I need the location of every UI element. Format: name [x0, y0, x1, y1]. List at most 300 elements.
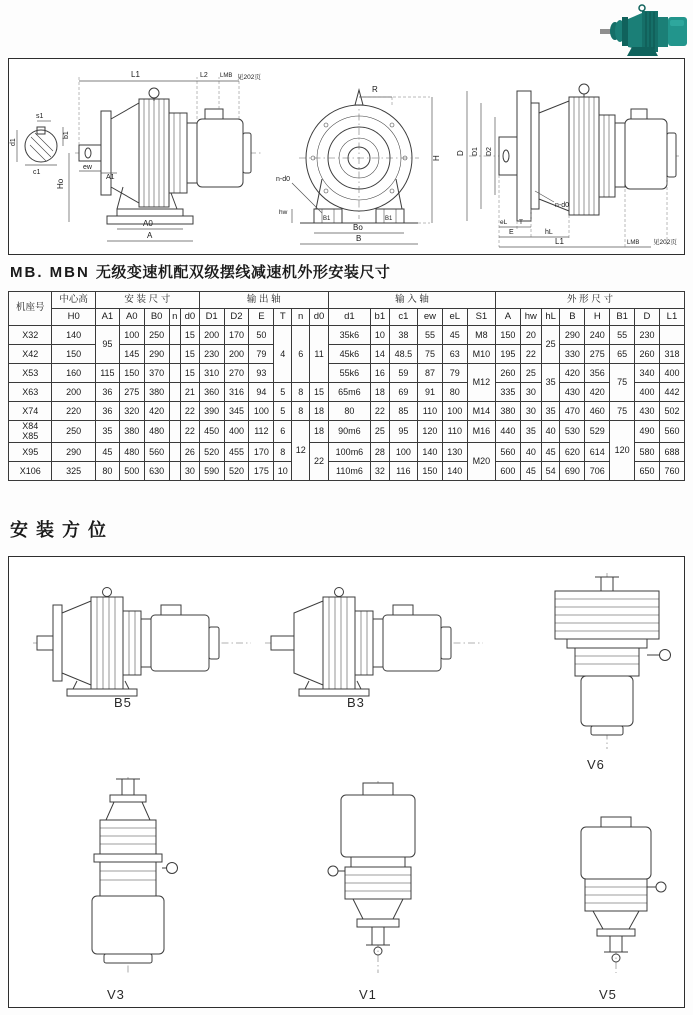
dim-label: D2 [486, 147, 493, 156]
dim-label: D [456, 150, 465, 156]
table-cell: 25 [370, 421, 389, 443]
table-cell: 290 [52, 442, 95, 461]
table-cell: 390 [199, 402, 224, 421]
table-cell: 110 [442, 421, 467, 443]
col-header: B1 [610, 309, 635, 326]
drawing-output-view [455, 61, 684, 251]
table-cell: 11 [310, 326, 329, 383]
table-cell: 16 [370, 364, 389, 383]
table-cell: 316 [224, 383, 249, 402]
col-header: ew [418, 309, 443, 326]
col-header: d0 [181, 309, 200, 326]
eyebolt-icon [656, 882, 666, 892]
dim-label: B [356, 234, 362, 243]
col-header: A0 [119, 309, 144, 326]
table-cell: 340 [635, 364, 660, 383]
table-cell: 310 [199, 364, 224, 383]
table-cell: X42 [9, 345, 52, 364]
table-cell: 75 [418, 345, 443, 364]
dim-label: D1 [472, 147, 479, 156]
table-cell: 650 [635, 461, 660, 480]
dim-label: B1 [385, 216, 393, 222]
table-cell: 18 [310, 402, 329, 421]
table-cell: 560 [496, 442, 521, 461]
table-cell: 45 [95, 442, 119, 461]
col-header: L1 [659, 309, 684, 326]
table-cell: 200 [199, 326, 224, 345]
eyebolt-icon [335, 588, 344, 597]
table-cell: 100 [249, 402, 274, 421]
dim-label: B1 [323, 216, 331, 222]
table-cell: 36 [95, 383, 119, 402]
table-cell: 30 [520, 383, 541, 402]
col-header: S1 [467, 309, 495, 326]
reducer-b5 [33, 588, 251, 697]
table-cell: 22 [520, 345, 541, 364]
table-cell: 65m6 [328, 383, 370, 402]
table-cell: 35 [520, 421, 541, 443]
table-cell [169, 364, 180, 383]
position-label-b5: B5 [114, 695, 132, 710]
table-cell: 12 [292, 421, 310, 481]
dim-label: R [372, 85, 378, 94]
table-cell: 75 [610, 364, 635, 402]
table-cell: 580 [635, 442, 660, 461]
col-header: D [635, 309, 660, 326]
eyebolt-icon [328, 866, 338, 876]
reducer-output-view [469, 84, 681, 221]
col-header: eL [442, 309, 467, 326]
dim-label: Bo [353, 223, 363, 232]
table-cell: 356 [585, 364, 610, 383]
table-cell: 22 [181, 421, 200, 443]
dim-label: A1 [106, 174, 115, 181]
table-cell: 8 [292, 402, 310, 421]
table-cell: 150 [496, 326, 521, 345]
table-cell: 290 [560, 326, 585, 345]
table-cell: X32 [9, 326, 52, 345]
dim-label: d1 [10, 138, 17, 146]
table-cell: 22 [310, 442, 329, 480]
drawing-b3 [259, 585, 489, 703]
col-header: D2 [224, 309, 249, 326]
table-cell: 380 [144, 383, 169, 402]
table-cell: 54 [541, 461, 560, 480]
table-cell: 15 [181, 345, 200, 364]
table-cell: 760 [659, 461, 684, 480]
page-title-code: MB. MBN [10, 264, 90, 281]
col-header: A1 [95, 309, 119, 326]
table-cell: 18 [310, 421, 329, 443]
table-cell: 87 [418, 364, 443, 383]
table-cell: 150 [418, 461, 443, 480]
eyebolt-icon [579, 84, 589, 94]
table-cell: 175 [249, 461, 274, 480]
table-cell: 90m6 [328, 421, 370, 443]
table-cell: 230 [635, 326, 660, 345]
table-cell [169, 345, 180, 364]
dim-label: L2 [200, 72, 208, 79]
position-label-v1: V1 [359, 987, 377, 1002]
drawing-v5 [559, 815, 674, 975]
product-photo [598, 4, 690, 58]
table-cell: 120 [418, 421, 443, 443]
table-cell: 50 [249, 326, 274, 345]
table-cell: 69 [389, 383, 417, 402]
col-header: A [496, 309, 521, 326]
table-cell: 45 [520, 461, 541, 480]
col-group: 外 形 尺 寸 [496, 292, 685, 309]
table-cell: 21 [181, 383, 200, 402]
table-cell: 220 [52, 402, 95, 421]
table-row [9, 442, 685, 461]
col-header: c1 [389, 309, 417, 326]
table-cell: 380 [119, 421, 144, 443]
table-cell: M14 [467, 402, 495, 421]
reducer-side-view [75, 88, 261, 224]
table-cell [169, 326, 180, 345]
table-cell: 260 [496, 364, 521, 383]
dim-label: hw [279, 209, 288, 216]
table-cell: 325 [52, 461, 95, 480]
table-cell: 14 [370, 345, 389, 364]
table-cell: 63 [442, 345, 467, 364]
table-cell: 5 [274, 402, 292, 421]
dim-label: LMB [627, 240, 640, 246]
dim-label: hL [545, 229, 553, 236]
dimension-drawings-box [8, 58, 685, 255]
position-label-v3: V3 [107, 987, 125, 1002]
dim-label: Ho [56, 178, 65, 189]
table-cell: 15 [181, 326, 200, 345]
table-cell: 590 [199, 461, 224, 480]
table-cell: 79 [249, 345, 274, 364]
table-cell: X95 [9, 442, 52, 461]
table-cell: 145 [119, 345, 144, 364]
table-cell: 30 [520, 402, 541, 421]
table-cell: 116 [389, 461, 417, 480]
table-cell: 490 [635, 421, 660, 443]
table-cell: 45k6 [328, 345, 370, 364]
table-cell: 15 [181, 364, 200, 383]
table-cell: 440 [496, 421, 521, 443]
eyebolt-icon [167, 863, 178, 874]
table-cell: M16 [467, 421, 495, 443]
table-cell: 91 [418, 383, 443, 402]
table-row [9, 326, 685, 345]
table-cell: X63 [9, 383, 52, 402]
table-cell: 80 [95, 461, 119, 480]
table-cell: 560 [659, 421, 684, 443]
dim-label: s1 [36, 113, 44, 120]
table-cell: 150 [52, 345, 95, 364]
table-cell: 28 [370, 442, 389, 461]
table-cell: 170 [224, 326, 249, 345]
spec-table-wrap [8, 291, 685, 481]
table-cell: 620 [560, 442, 585, 461]
table-cell: 140 [442, 461, 467, 480]
shaft-end-detail [10, 113, 70, 176]
table-cell: 360 [199, 383, 224, 402]
table-cell: 614 [585, 442, 610, 461]
position-label-v6: V6 [587, 757, 605, 772]
spec-table [8, 291, 685, 481]
table-cell [169, 421, 180, 443]
position-label-b3: B3 [347, 695, 365, 710]
reducer-b3 [265, 588, 483, 697]
table-row [9, 402, 685, 421]
table-cell: 502 [659, 402, 684, 421]
col-header: T [274, 309, 292, 326]
table-cell: 110 [418, 402, 443, 421]
reducer-v3 [92, 777, 178, 973]
col-group: 输 入 轴 [328, 292, 495, 309]
table-cell: 450 [199, 421, 224, 443]
table-cell: 480 [144, 421, 169, 443]
col-group: 中心高 [52, 292, 95, 309]
reducer-v1 [328, 781, 415, 973]
table-cell: 26 [181, 442, 200, 461]
col-group: 机座号 [9, 292, 52, 326]
table-cell: 345 [224, 402, 249, 421]
table-cell: 130 [442, 442, 467, 461]
table-cell [659, 326, 684, 345]
col-header: hw [520, 309, 541, 326]
table-cell: 420 [560, 364, 585, 383]
table-cell: M20 [467, 442, 495, 480]
dim-label: c1 [33, 169, 41, 176]
table-cell: 275 [585, 345, 610, 364]
table-cell: 320 [119, 402, 144, 421]
photo-gear-motor [600, 5, 687, 56]
col-group: 安 装 尺 寸 [95, 292, 199, 309]
table-cell: 200 [224, 345, 249, 364]
drawing-v6 [537, 571, 677, 753]
dim-label: A0 [143, 219, 153, 228]
col-header: hL [541, 309, 560, 326]
table-cell: 22 [370, 402, 389, 421]
table-cell [169, 402, 180, 421]
dim-label: A [147, 231, 153, 240]
table-cell: 45 [442, 326, 467, 345]
table-cell: 100 [442, 402, 467, 421]
eyebolt-icon [103, 588, 112, 597]
table-cell: 120 [610, 421, 635, 481]
col-group: 输 出 轴 [199, 292, 328, 309]
eyebolt-icon [660, 650, 671, 661]
table-cell: 335 [496, 383, 521, 402]
col-header: B0 [144, 309, 169, 326]
table-cell: 140 [52, 326, 95, 345]
table-cell: 22 [181, 402, 200, 421]
table-cell: 400 [659, 364, 684, 383]
table-cell: 330 [560, 345, 585, 364]
dim-label: b1 [63, 131, 70, 139]
table-cell: 529 [585, 421, 610, 443]
drawing-front-view [264, 61, 454, 251]
table-row [9, 461, 685, 480]
dim-label: H [432, 155, 441, 161]
drawing-side-view [11, 61, 264, 251]
table-cell: 6 [274, 421, 292, 443]
table-cell: 18 [370, 383, 389, 402]
table-cell: 35 [541, 402, 560, 421]
table-cell: 80 [442, 383, 467, 402]
reducer-v6 [555, 573, 671, 749]
table-row [9, 421, 685, 443]
col-header: D1 [199, 309, 224, 326]
table-cell: 400 [224, 421, 249, 443]
table-cell: 140 [418, 442, 443, 461]
table-cell: 480 [119, 442, 144, 461]
table-cell: X84 X85 [9, 421, 52, 443]
table-cell: 25 [541, 326, 560, 364]
col-header: E [249, 309, 274, 326]
table-cell: 112 [249, 421, 274, 443]
table-cell: 230 [199, 345, 224, 364]
table-cell: 400 [635, 383, 660, 402]
table-cell: 100 [119, 326, 144, 345]
drawing-v3 [71, 775, 186, 975]
table-cell: 530 [560, 421, 585, 443]
dim-label: n-d0 [555, 202, 570, 209]
table-cell: X106 [9, 461, 52, 480]
table-cell: 690 [560, 461, 585, 480]
table-cell: 93 [249, 364, 274, 383]
table-cell: 95 [95, 326, 119, 364]
table-cell: 35k6 [328, 326, 370, 345]
table-cell: 318 [659, 345, 684, 364]
table-cell: 630 [144, 461, 169, 480]
table-cell: 260 [635, 345, 660, 364]
table-cell: 706 [585, 461, 610, 480]
table-cell: 115 [95, 364, 119, 383]
table-cell: 55 [610, 326, 635, 345]
table-cell: 20 [520, 326, 541, 345]
table-cell: 100m6 [328, 442, 370, 461]
table-cell [169, 383, 180, 402]
dim-label: L1 [555, 237, 564, 246]
table-cell: 455 [224, 442, 249, 461]
col-header: B [560, 309, 585, 326]
table-cell [169, 461, 180, 480]
table-cell: 35 [95, 421, 119, 443]
table-cell: 10 [274, 461, 292, 480]
table-cell: 420 [585, 383, 610, 402]
table-cell: 420 [144, 402, 169, 421]
col-header: d1 [328, 309, 370, 326]
dim-label: E [509, 229, 514, 236]
table-cell: 500 [119, 461, 144, 480]
page-title [10, 261, 390, 282]
table-cell: 36 [95, 402, 119, 421]
table-cell: X74 [9, 402, 52, 421]
table-cell: 110m6 [328, 461, 370, 480]
table-cell: 442 [659, 383, 684, 402]
drawing-v1 [321, 779, 436, 975]
table-cell: 30 [181, 461, 200, 480]
position-label-v5: V5 [599, 987, 617, 1002]
table-cell: 150 [119, 364, 144, 383]
table-cell: X53 [9, 364, 52, 383]
table-cell: 75 [610, 402, 635, 421]
table-cell: 55k6 [328, 364, 370, 383]
table-cell: M10 [467, 345, 495, 364]
table-cell: 380 [496, 402, 521, 421]
table-cell: 250 [52, 421, 95, 443]
dim-label: 见202页 [237, 74, 261, 81]
dim-label: LMB [220, 73, 233, 79]
section-title: 安装方位 [10, 520, 114, 540]
col-header: d0 [310, 309, 329, 326]
table-cell: 80 [328, 402, 370, 421]
mounting-positions-box [8, 556, 685, 1008]
col-header: H [585, 309, 610, 326]
table-cell: M12 [467, 364, 495, 402]
table-cell: 32 [370, 461, 389, 480]
table-cell: 8 [292, 383, 310, 402]
table-cell: 195 [496, 345, 521, 364]
table-cell: 460 [585, 402, 610, 421]
table-cell: 25 [520, 364, 541, 383]
table-cell: 470 [560, 402, 585, 421]
dim-label: T [519, 219, 523, 226]
table-cell: 170 [249, 442, 274, 461]
table-cell: 250 [144, 326, 169, 345]
col-header: H0 [52, 309, 95, 326]
table-cell: 55 [418, 326, 443, 345]
table-cell [169, 442, 180, 461]
table-cell: 600 [496, 461, 521, 480]
table-cell: 100 [389, 442, 417, 461]
dim-label: n-d0 [276, 176, 291, 183]
table-cell: 59 [389, 364, 417, 383]
dim-label: 见202页 [653, 239, 677, 246]
col-header: n [169, 309, 180, 326]
table-cell: 160 [52, 364, 95, 383]
table-cell: 520 [199, 442, 224, 461]
table-cell: 6 [292, 326, 310, 383]
table-cell: 560 [144, 442, 169, 461]
table-cell: 79 [442, 364, 467, 383]
table-row [9, 364, 685, 383]
table-cell: 430 [560, 383, 585, 402]
table-cell: 8 [274, 442, 292, 461]
table-cell: 38 [389, 326, 417, 345]
table-cell: 65 [610, 345, 635, 364]
table-cell: 275 [119, 383, 144, 402]
table-cell: 94 [249, 383, 274, 402]
dim-label: L1 [131, 70, 140, 79]
table-cell: 48.5 [389, 345, 417, 364]
table-cell: 5 [274, 383, 292, 402]
table-cell: 270 [224, 364, 249, 383]
table-cell: 40 [541, 421, 560, 443]
eyebolt-icon [149, 88, 159, 98]
table-cell: 40 [520, 442, 541, 461]
table-cell: 370 [144, 364, 169, 383]
dim-label: ew [83, 164, 92, 171]
reducer-front-view [299, 90, 419, 223]
table-cell: 520 [224, 461, 249, 480]
dim-label: eL [500, 219, 508, 226]
table-row [9, 383, 685, 402]
front-view-dimensions [276, 85, 441, 244]
table-cell: M8 [467, 326, 495, 345]
table-cell: 240 [585, 326, 610, 345]
table-cell: 290 [144, 345, 169, 364]
table-cell: 10 [370, 326, 389, 345]
